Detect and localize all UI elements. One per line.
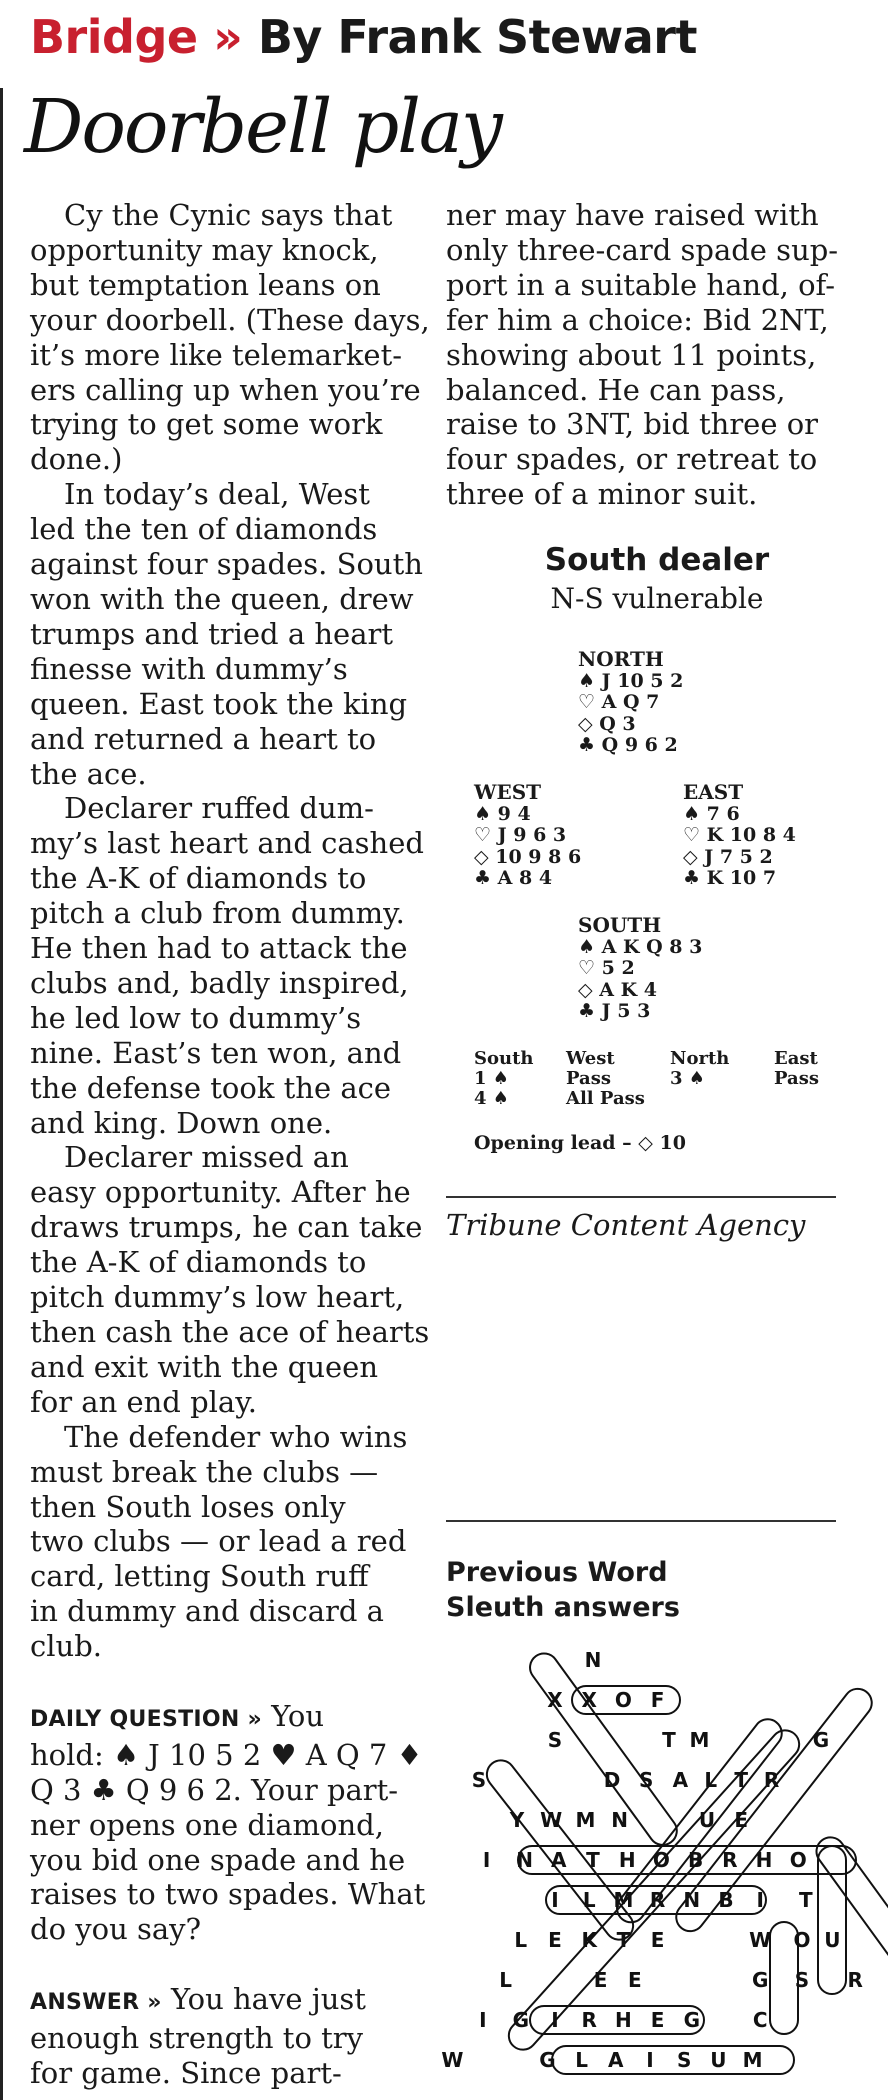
daily-question-line: hold: ♠ J 10 5 2 ♥ A Q 7 ♦: [30, 1737, 423, 1772]
body-line: nine. East’s ten won, and: [30, 1035, 402, 1070]
grid-letter: U: [824, 1928, 841, 1952]
body-line: only three-card spade sup-: [446, 232, 839, 267]
grid-letter: G: [812, 1728, 830, 1752]
hearts-holding: ♡ A Q 7: [578, 691, 660, 713]
grid-letter: N: [584, 1648, 602, 1672]
body-line: the A-K of diamonds to: [30, 861, 367, 896]
section-kicker: Bridge »: [30, 10, 243, 64]
spades-holding: ♠ 7 6: [683, 802, 740, 825]
auction-bid: 4 ♠: [474, 1088, 509, 1109]
body-line: pitch dummy’s low heart,: [30, 1280, 405, 1315]
grid-letter: A: [551, 1848, 567, 1872]
grid-letter: I: [551, 2008, 559, 2032]
body-line: then South loses only: [30, 1489, 346, 1524]
body-line: trying to get some work: [30, 407, 383, 442]
auction-bid: 3 ♠: [670, 1068, 705, 1089]
grid-letter: I: [482, 1848, 491, 1872]
body-line: it’s more like telemarket-: [30, 337, 403, 372]
auction-bid: 1 ♠: [474, 1068, 509, 1089]
grid-letter: W: [441, 2048, 464, 2072]
grid-letter: X: [547, 1688, 563, 1712]
body-line: pitch a club from dummy.: [30, 896, 405, 931]
deal-vulnerability: N-S vulnerable: [550, 582, 764, 615]
grid-letter: T: [662, 1728, 676, 1752]
body-line: and king. Down one.: [30, 1105, 333, 1140]
body-line: Declarer ruffed dum-: [64, 791, 374, 826]
grid-letter: N: [516, 1848, 533, 1872]
author-byline: By Frank Stewart: [257, 10, 697, 64]
body-line: easy opportunity. After he: [30, 1175, 411, 1210]
grid-letter: L: [582, 1888, 596, 1912]
grid-letter: L: [514, 1928, 528, 1952]
body-line: the A-K of diamonds to: [30, 1245, 367, 1280]
grid-letter: M: [742, 2048, 763, 2072]
grid-letter: C: [752, 2008, 768, 2032]
left-column: [30, 198, 430, 2091]
grid-letter: Y: [509, 1808, 525, 1832]
grid-letter: I: [551, 1888, 559, 1912]
column-header: [30, 10, 697, 64]
body-line: draws trumps, he can take: [30, 1210, 423, 1245]
grid-letter: I: [646, 2048, 654, 2072]
hearts-holding: ♡ K 10 8 4: [683, 824, 796, 846]
daily-question-line: do you say?: [30, 1912, 202, 1947]
grid-letter: O: [652, 1848, 670, 1872]
auction-bid: [670, 1089, 774, 1109]
body-line: raise to 3NT, bid three or: [446, 407, 819, 442]
syndication-credit: Tribune Content Agency: [446, 1208, 806, 1242]
hand-west: [474, 782, 581, 890]
grid-letter: E: [593, 1968, 608, 1992]
diamonds-holding: ◇ 10 9 8 6: [474, 845, 582, 868]
grid-letter: R: [722, 1848, 738, 1872]
word-sleuth-heading-line: Previous Word: [446, 1557, 668, 1588]
grid-letter: L: [499, 1968, 512, 1992]
grid-letter: L: [575, 2048, 588, 2072]
deal-dealer: South dealer: [544, 542, 770, 578]
daily-question-line: Q 3 ♣ Q 9 6 2. Your part-: [30, 1772, 399, 1807]
spades-holding: ♠ 9 4: [474, 802, 531, 825]
body-line: balanced. He can pass,: [446, 372, 786, 407]
auction-table: [474, 1049, 878, 1109]
body-line: fer him a choice: Bid 2NT,: [446, 302, 829, 337]
daily-question-line: You: [262, 1698, 325, 1733]
body-line: trumps and tried a heart: [30, 616, 393, 651]
body-line: and returned a heart to: [30, 721, 377, 756]
grid-letter: T: [586, 1848, 600, 1872]
grid-letter: I: [479, 2008, 487, 2032]
body-line: port in a suitable hand, of-: [446, 267, 836, 302]
grid-letter: R: [581, 2008, 597, 2032]
answer-label: ANSWER »: [30, 1990, 162, 2016]
grid-letter: A: [672, 1768, 689, 1792]
grid-letter: U: [710, 2048, 727, 2072]
auction-bid: Pass: [566, 1068, 611, 1089]
body-line: and exit with the queen: [30, 1349, 379, 1384]
grid-letter: H: [615, 2008, 632, 2032]
grid-letter: R: [847, 1968, 863, 1992]
body-line: The defender who wins: [64, 1419, 408, 1454]
grid-letter: K: [581, 1928, 597, 1952]
body-line: two clubs — or lead a red: [30, 1524, 407, 1559]
grid-letter: H: [618, 1848, 636, 1872]
grid-letter: N: [611, 1808, 628, 1832]
auction-seat-north: North: [670, 1048, 730, 1069]
hand-label: NORTH: [578, 647, 664, 671]
grid-letter: T: [616, 1928, 631, 1952]
word-sleuth-heading: [446, 1555, 680, 1625]
body-line: In today’s deal, West: [64, 477, 370, 512]
body-line: my’s last heart and cashed: [30, 826, 424, 861]
auction-seat-east: East: [774, 1048, 818, 1069]
grid-letter: S: [638, 1768, 654, 1792]
body-line: but temptation leans on: [30, 267, 381, 302]
grid-letter: G: [512, 2008, 530, 2032]
daily-question-line: ner opens one diamond,: [30, 1807, 384, 1842]
answer: [30, 1982, 430, 2091]
grid-letter: L: [704, 1768, 718, 1792]
grid-letter: A: [608, 2048, 624, 2072]
grid-letter: E: [548, 1928, 562, 1952]
daily-question-label: DAILY QUESTION »: [30, 1706, 263, 1732]
grid-letter: W: [749, 1928, 772, 1952]
hand-south: [578, 915, 702, 1023]
auction-seat-south: South: [474, 1048, 534, 1069]
grid-letter: B: [718, 1888, 734, 1912]
auction-row: [474, 1089, 878, 1109]
grid-letter: S: [676, 2048, 692, 2072]
grid-letter: G: [683, 2008, 701, 2032]
diamonds-holding: ◇ J 7 5 2: [683, 845, 773, 868]
spades-holding: ♠ A K Q 8 3: [578, 935, 703, 958]
answer-line: You have just: [161, 1982, 366, 2017]
grid-letter: T: [798, 1888, 813, 1912]
grid-letter: D: [603, 1768, 621, 1792]
answer-line: for game. Since part-: [30, 2056, 342, 2090]
grid-letter: O: [793, 1928, 811, 1952]
body-line: Declarer missed an: [64, 1140, 349, 1175]
body-line: for an end play.: [30, 1384, 257, 1419]
grid-letter: S: [471, 1768, 487, 1792]
answer-loop: [818, 1846, 846, 1994]
article-title: Doorbell play: [24, 84, 501, 170]
grid-letter: G: [539, 2048, 556, 2072]
grid-letter: E: [650, 1928, 665, 1952]
divider: [446, 1196, 836, 1198]
body-line: ner may have raised with: [446, 198, 819, 232]
grid-letter: W: [540, 1808, 563, 1832]
grid-letter: B: [687, 1848, 704, 1872]
grid-letter: I: [756, 1888, 764, 1912]
body-line: card, letting South ruff: [30, 1559, 369, 1594]
body-line: led the ten of diamonds: [30, 512, 378, 547]
hand-east: [683, 782, 796, 890]
auction-seat-west: West: [566, 1048, 615, 1069]
divider: [446, 1520, 836, 1522]
grid-letter: S: [794, 1968, 810, 1992]
grid-letter: R: [649, 1888, 666, 1912]
body-line: then cash the ace of hearts: [30, 1315, 430, 1349]
body-line: won with the queen, drew: [30, 581, 414, 616]
clubs-holding: ♣ Q 9 6 2: [578, 734, 678, 756]
grid-letter: G: [751, 1968, 769, 1992]
auction-row: [474, 1069, 878, 1089]
right-column-text: [446, 198, 856, 512]
article-body: [30, 198, 430, 1664]
grid-letter: X: [581, 1688, 597, 1712]
body-line: queen. East took the king: [30, 686, 408, 721]
grid-letter: T: [734, 1768, 749, 1792]
clubs-holding: ♣ J 5 3: [578, 1000, 651, 1022]
diamonds-holding: ◇ Q 3: [578, 712, 636, 735]
grid-letter: O: [614, 1688, 632, 1712]
body-line: clubs and, badly inspired,: [30, 965, 409, 1000]
hand-label: WEST: [474, 780, 542, 804]
daily-question-line: raises to two spades. What: [30, 1877, 426, 1912]
auction-bid: Pass: [774, 1068, 819, 1089]
body-line: three of a minor suit.: [446, 477, 758, 512]
grid-letter: O: [789, 1848, 807, 1872]
body-line: finesse with dummy’s: [30, 651, 348, 686]
daily-question: [30, 1699, 430, 1947]
grid-letter: F: [650, 1688, 665, 1712]
hearts-holding: ♡ 5 2: [578, 957, 635, 979]
body-line: showing about 11 points,: [446, 337, 817, 372]
left-column-rule: [0, 88, 3, 2100]
daily-question-line: you bid one spade and he: [30, 1842, 406, 1877]
opening-lead: Opening lead – ◇ 10: [474, 1132, 686, 1154]
clubs-holding: ♣ A 8 4: [474, 867, 553, 889]
body-line: the defense took the ace: [30, 1070, 392, 1105]
body-line: your doorbell. (These days,: [30, 302, 430, 337]
grid-letters: [441, 1648, 863, 2072]
hand-label: SOUTH: [578, 913, 662, 937]
word-sleuth-heading-line: Sleuth answers: [446, 1592, 680, 1623]
grid-letter: U: [698, 1808, 716, 1832]
grid-letter: R: [763, 1768, 780, 1792]
body-line: he led low to dummy’s: [30, 1000, 362, 1035]
auction-bid: [774, 1089, 878, 1109]
grid-letter: E: [650, 2008, 665, 2032]
grid-letter: M: [689, 1728, 710, 1752]
body-line: opportunity may knock,: [30, 232, 379, 267]
body-line: done.): [30, 442, 123, 477]
body-line: four spades, or retreat to: [446, 442, 818, 477]
hand-north: [578, 649, 683, 757]
hand-label: EAST: [683, 780, 744, 804]
body-line: in dummy and discard a: [30, 1594, 384, 1629]
body-line: He then had to attack the: [30, 931, 408, 966]
diamonds-holding: ◇ A K 4: [578, 978, 657, 1001]
body-line: must break the clubs —: [30, 1454, 379, 1489]
grid-letter: E: [734, 1808, 749, 1832]
grid-letter: M: [575, 1808, 596, 1832]
clubs-holding: ♣ K 10 7: [683, 867, 777, 889]
spades-holding: ♠ J 10 5 2: [578, 669, 684, 692]
grid-letter: N: [683, 1888, 701, 1912]
auction-bid: All Pass: [566, 1088, 645, 1109]
grid-letter: M: [613, 1888, 634, 1912]
answer-line: enough strength to try: [30, 2021, 364, 2056]
body-line: Cy the Cynic says that: [64, 198, 393, 232]
grid-letter: H: [755, 1848, 773, 1872]
hearts-holding: ♡ J 9 6 3: [474, 824, 567, 846]
grid-letter: S: [547, 1728, 563, 1752]
body-line: the ace.: [30, 756, 147, 791]
word-sleuth-grid: [440, 1640, 863, 2080]
body-line: club.: [30, 1629, 102, 1664]
auction-header-row: [474, 1049, 878, 1069]
body-line: ers calling up when you’re: [30, 372, 421, 407]
body-line: against four spades. South: [30, 547, 423, 582]
grid-letter: E: [627, 1968, 642, 1992]
